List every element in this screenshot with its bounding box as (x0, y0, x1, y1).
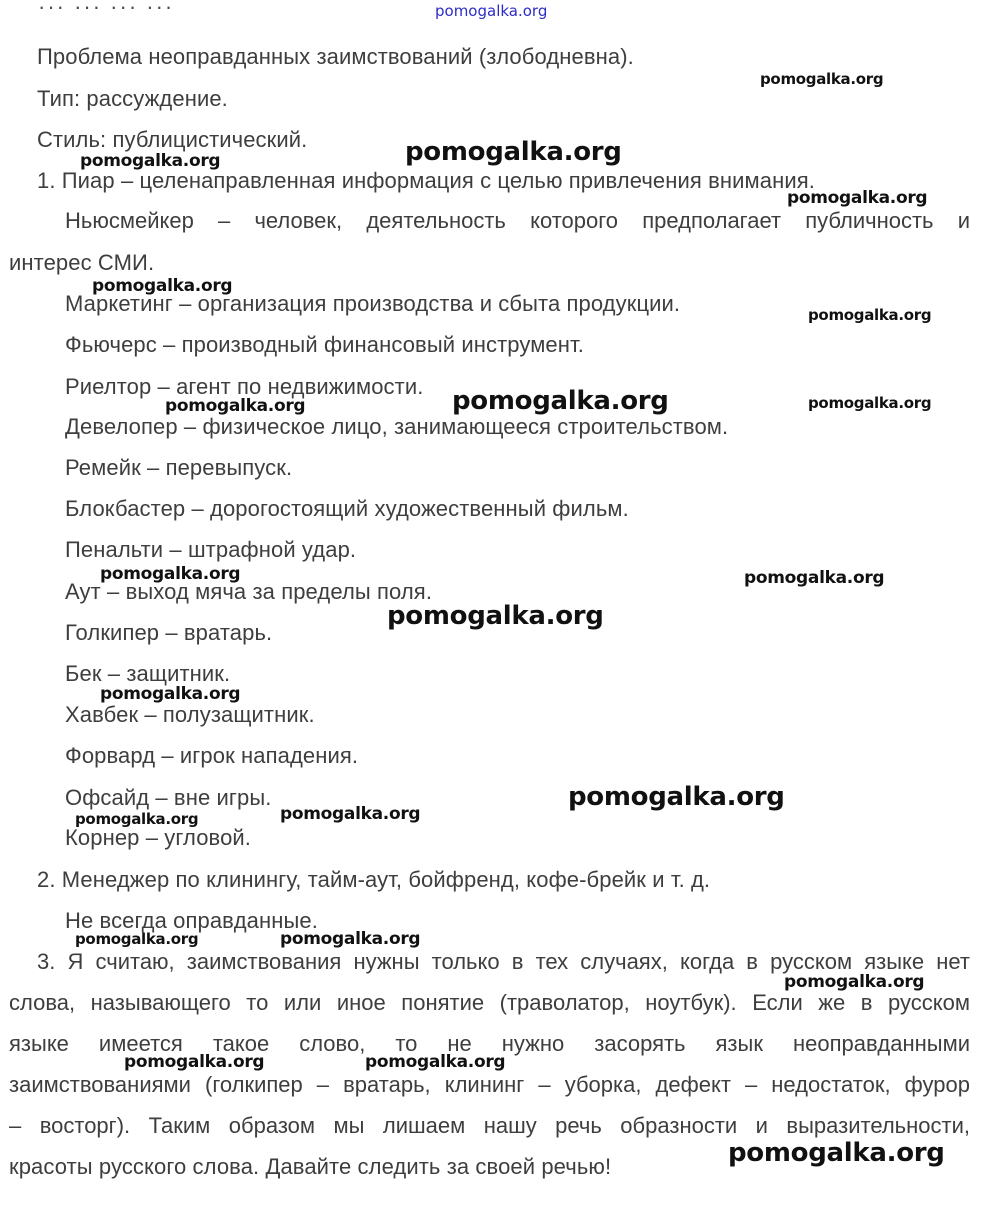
term-goalkeeper: Голкипер – вратарь. (65, 620, 273, 645)
section-1-piar: 1. Пиар – целенаправленная информация с целью привлечения внимания. (37, 168, 815, 193)
watermark: pomogalka.org (387, 601, 604, 631)
section-2-note: Не всегда оправданные. (65, 908, 318, 933)
term-penalty: Пенальти – штрафной удар. (65, 537, 357, 562)
watermark: pomogalka.org (280, 929, 421, 949)
term-developer: Девелопер – физическое лицо, занимающееся строительством. (65, 414, 729, 439)
term-forward: Форвард – игрок нападения. (65, 743, 359, 768)
watermark: pomogalka.org (280, 804, 421, 824)
section-3-line-3: языке имеется такое слово, то не нужно засорять язык неоправданными (9, 1031, 970, 1056)
section-3-line-2: слова, называющего то или иное понятие (траволатор, ноутбук). Если же в русском (9, 990, 970, 1015)
section-3-line-5: – восторг). Таким образом мы лишаем нашу речь образности и выразительности, (9, 1113, 970, 1138)
term-halfback: Хавбек – полузащитник. (65, 702, 315, 727)
term-offside: Офсайд – вне игры. (65, 785, 272, 810)
section-3-line-1: 3. Я считаю, заимствования нужны только в тех случаях, когда в русском языке нет (37, 949, 970, 974)
watermark: pomogalka.org (808, 394, 932, 412)
section-3-line-4: заимствованиями (голкипер – вратарь, клининг – уборка, дефект – недостаток, фурор (9, 1072, 970, 1097)
section-1-newsmaker-cont: интерес СМИ. (9, 250, 155, 275)
watermark: pomogalka.org (787, 188, 928, 208)
section-1-newsmaker: Ньюсмейкер – человек, деятельность которого предполагает публичность и (65, 208, 970, 233)
term-blockbuster: Блокбастер – дорогостоящий художественный фильм. (65, 496, 629, 521)
term-back: Бек – защитник. (65, 661, 231, 686)
watermark: pomogalka.org (568, 782, 785, 812)
term-remake: Ремейк – перевыпуск. (65, 455, 293, 480)
term-corner: Корнер – угловой. (65, 825, 252, 850)
watermark: pomogalka.org (728, 1138, 945, 1168)
watermark: pomogalka.org (760, 70, 884, 88)
cropped-top-line: ··· ··· ··· ··· (38, 0, 175, 19)
term-marketing: Маркетинг – организация производства и сбыта продукции. (65, 291, 681, 316)
intro-problem: Проблема неоправданных заимствований (злободневна). (37, 44, 634, 69)
section-3-line-6: красоты русского слова. Давайте следить за своей речью! (9, 1154, 612, 1179)
watermark: pomogalka.org (80, 151, 221, 171)
watermark: pomogalka.org (744, 568, 885, 588)
watermark: pomogalka.org (452, 386, 669, 416)
watermark: pomogalka.org (75, 930, 199, 948)
watermark: pomogalka.org (405, 137, 622, 167)
term-out: Аут – выход мяча за пределы поля. (65, 579, 433, 604)
watermark: pomogalka.org (75, 810, 199, 828)
watermark: pomogalka.org (92, 276, 233, 296)
watermark: pomogalka.org (100, 684, 241, 704)
watermark: pomogalka.org (165, 396, 306, 416)
term-realtor: Риелтор – агент по недвижимости. (65, 374, 424, 399)
watermark: pomogalka.org (124, 1052, 265, 1072)
watermark: pomogalka.org (435, 2, 548, 20)
intro-style: Стиль: публицистический. (37, 127, 308, 152)
watermark: pomogalka.org (784, 972, 925, 992)
term-futures: Фьючерс – производный финансовый инструмент. (65, 332, 584, 357)
section-2-examples: 2. Менеджер по клинингу, тайм-аут, бойфренд, кофе-брейк и т. д. (37, 867, 711, 892)
watermark: pomogalka.org (808, 306, 932, 324)
intro-type: Тип: рассуждение. (37, 86, 228, 111)
watermark: pomogalka.org (100, 564, 241, 584)
watermark: pomogalka.org (365, 1052, 506, 1072)
